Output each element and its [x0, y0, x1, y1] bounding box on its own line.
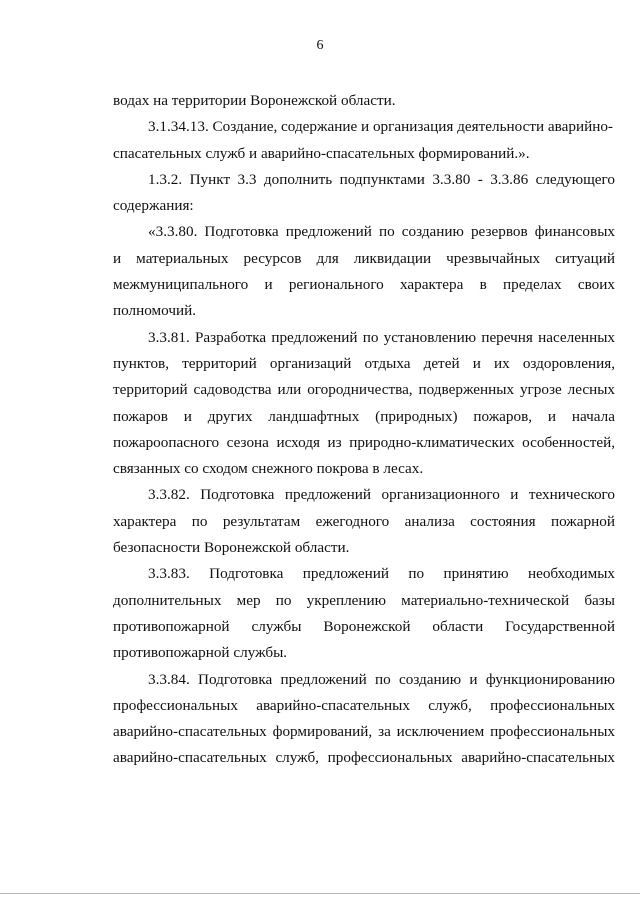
text-line: спасательных служб и аварийно-спасательных формирований.».	[113, 144, 530, 162]
text-line: 3.3.83. Подготовка предложений по принятию необходимых	[148, 565, 615, 583]
text-line: пожароопасного сезона исходя из природно-климатических особенностей,	[113, 433, 615, 451]
text-line: «3.3.80. Подготовка предложений по созданию резервов финансовых	[148, 223, 615, 241]
text-line: связанных со сходом снежного покрова в лесах.	[113, 460, 424, 478]
text-line: 3.3.82. Подготовка предложений организационного и технического	[148, 486, 615, 504]
text-line: территорий садоводства или огородничества, подверженных угрозе лесных	[113, 381, 615, 399]
text-line: 3.3.81. Разработка предложений по установлению перечня населенных	[148, 328, 615, 346]
text-line: профессиональных аварийно-спасательных служб, профессиональных	[113, 696, 615, 714]
text-line: безопасности Воронежской области.	[113, 539, 350, 557]
page-bottom-rule	[0, 893, 640, 894]
text-line: содержания:	[113, 197, 194, 215]
document-body	[113, 88, 615, 772]
text-line: дополнительных мер по укреплению материально-технической базы	[113, 591, 615, 609]
text-line: водах на территории Воронежской области.	[113, 92, 396, 109]
text-line: противопожарной службы Воронежской области Государственной	[113, 617, 615, 635]
text-line: 3.1.34.13. Создание, содержание и организация деятельности аварийно-	[148, 118, 613, 136]
text-line: и материальных ресурсов для ликвидации чрезвычайных ситуаций	[113, 249, 615, 267]
page-number: 6	[316, 38, 324, 53]
text-line: пожаров и других ландшафтных (природных) пожаров, и начала	[113, 407, 615, 425]
text-line: характера по результатам ежегодного анализа состояния пожарной	[113, 512, 615, 530]
text-line: аварийно-спасательных формирований, за исключением профессиональных	[113, 723, 615, 741]
text-line: полномочий.	[113, 302, 197, 320]
text-line: аварийно-спасательных служб, профессиональных аварийно-спасательных	[113, 749, 615, 767]
text-line: межмуниципального и регионального характера в пределах своих	[113, 276, 615, 294]
text-line: противопожарной службы.	[113, 644, 288, 662]
text-line: 3.3.84. Подготовка предложений по созданию и функционированию	[148, 670, 615, 688]
text-line: пунктов, территорий организаций отдыха детей и их оздоровления,	[113, 354, 615, 372]
text-line: 1.3.2. Пункт 3.3 дополнить подпунктами 3.3.80 - 3.3.86 следующего	[148, 170, 615, 188]
